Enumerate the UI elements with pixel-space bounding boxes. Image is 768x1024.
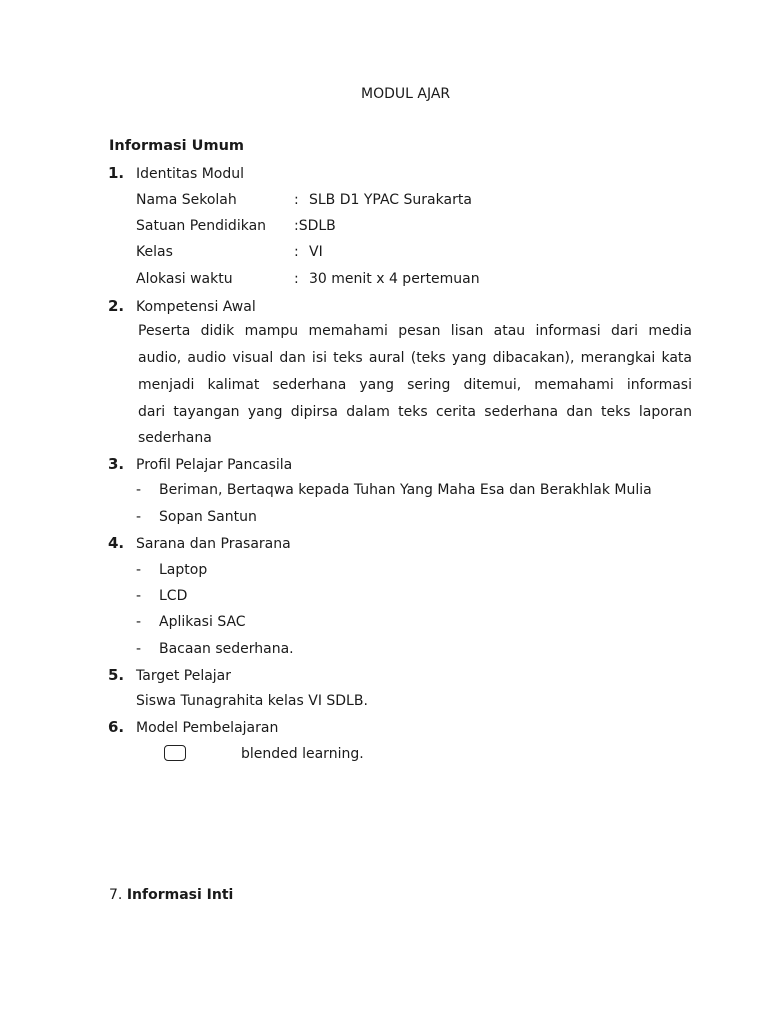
section-heading: Informasi Umum (109, 138, 244, 154)
target-text: Siswa Tunagrahita kelas VI SDLB. (136, 693, 368, 709)
paragraph-line: sederhana (138, 430, 212, 446)
item-label: Sarana dan Prasarana (136, 536, 291, 552)
field-value-nama-sekolah: SLB D1 YPAC Surakarta (309, 192, 472, 208)
bullet-dash: - (136, 482, 142, 498)
bullet-item: Sopan Santun (159, 509, 257, 525)
bullet-item: Laptop (159, 562, 208, 578)
item-sarana-prasarana (108, 534, 291, 553)
bullet-dash: - (136, 588, 142, 604)
paragraph-line: audio, audio visual dan isi teks aural (teks yang dibacakan), merangkai kata (138, 350, 692, 366)
field-colon: : (294, 244, 299, 260)
bullet-item: Beriman, Bertaqwa kepada Tuhan Yang Maha Esa dan Berakhlak Mulia (159, 482, 652, 498)
model-text: blended learning. (241, 746, 364, 762)
page-title: MODUL AJAR (361, 86, 451, 102)
item-label: Profil Pelajar Pancasila (136, 457, 293, 473)
bullet-item: Bacaan sederhana. (159, 641, 294, 657)
field-value-kelas: VI (309, 244, 323, 260)
item-number: 1. (108, 164, 125, 182)
paragraph-line: menjadi kalimat sederhana yang sering ditemui, memahami informasi (138, 377, 692, 393)
item-number: 2. (108, 297, 125, 315)
bottom-heading (109, 886, 233, 904)
paragraph-line: dari tayangan yang dipirsa dalam teks cerita sederhana dan teks laporan (138, 404, 692, 420)
bullet-dash: - (136, 614, 142, 630)
item-label: Model Pembelajaran (136, 720, 279, 736)
item-number: 6. (108, 718, 125, 736)
bullet-dash: - (136, 641, 142, 657)
item-profil-pelajar (108, 455, 292, 474)
item-target-pelajar (108, 666, 231, 685)
field-label-alokasi-waktu: Alokasi waktu (136, 271, 233, 287)
item-number: 3. (108, 455, 125, 473)
item-kompetensi-awal (108, 297, 256, 316)
field-value-alokasi-waktu: 30 menit x 4 pertemuan (309, 271, 480, 287)
field-colon: : (294, 192, 299, 208)
item-identitas-modul (108, 164, 244, 183)
heading-label: Informasi Inti (126, 887, 234, 903)
bullet-dash: - (136, 509, 142, 525)
paragraph-line: Peserta didik mampu memahami pesan lisan atau informasi dari media (138, 323, 692, 339)
item-number: 4. (108, 534, 125, 552)
item-number: 5. (108, 666, 125, 684)
item-model-pembelajaran (108, 718, 278, 737)
field-label-satuan-pendidikan: Satuan Pendidikan (136, 218, 267, 234)
field-value-satuan-pendidikan: :SDLB (294, 218, 336, 234)
item-label: Identitas Modul (136, 166, 244, 182)
item-label: Kompetensi Awal (136, 299, 256, 315)
bullet-item: LCD (159, 588, 188, 604)
heading-number: 7. (109, 887, 123, 903)
item-label: Target Pelajar (136, 668, 232, 684)
field-label-nama-sekolah: Nama Sekolah (136, 192, 237, 208)
bullet-dash: - (136, 562, 142, 578)
bullet-item: Aplikasi SAC (159, 614, 246, 630)
field-colon: : (294, 271, 299, 287)
field-label-kelas: Kelas (136, 244, 173, 260)
checkbox-shape (164, 745, 186, 761)
